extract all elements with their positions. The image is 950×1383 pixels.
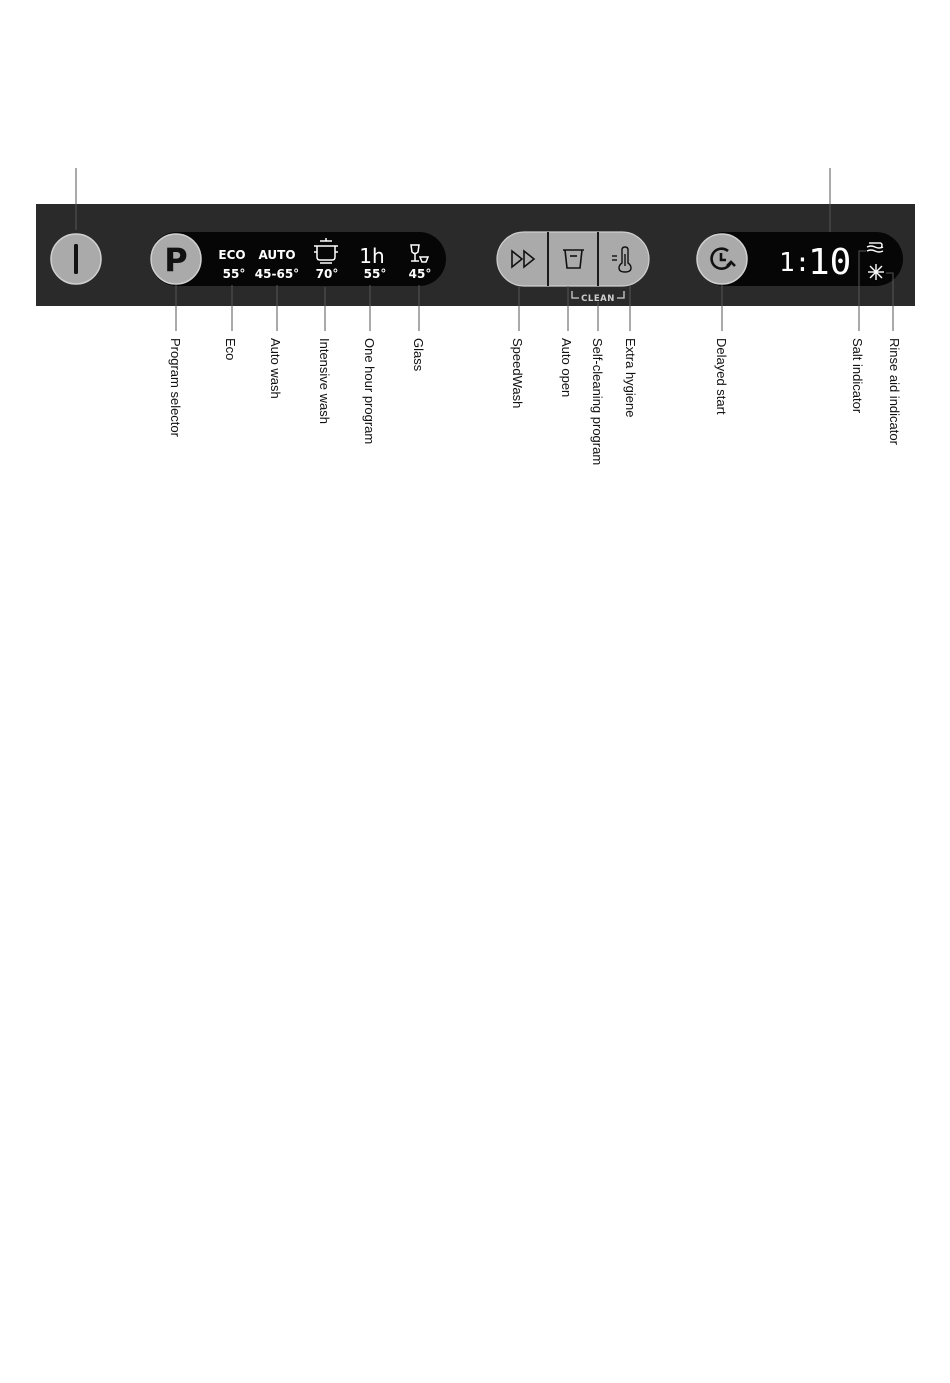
one-hour-name: 1h <box>359 244 385 268</box>
label-self-cleaning: Self-cleaning program <box>590 338 605 466</box>
auto-temp: 45-65° <box>254 267 300 281</box>
label-one-hour-program: One hour program <box>362 338 377 445</box>
label-extra-hygiene: Extra hygiene <box>623 338 638 418</box>
auto-name: AUTO <box>258 248 296 262</box>
label-intensive-wash: Intensive wash <box>317 338 332 424</box>
program-button-label: P <box>164 241 188 279</box>
label-auto-wash: Auto wash <box>268 338 283 399</box>
auto-open-button[interactable] <box>549 233 598 285</box>
display-left: 1: <box>779 248 811 278</box>
label-rinse-aid-indicator: Rinse aid indicator <box>887 338 902 445</box>
speedwash-button[interactable] <box>498 233 547 285</box>
eco-name: ECO <box>218 248 246 262</box>
delayed-start-button[interactable] <box>697 234 747 284</box>
label-speedwash: SpeedWash <box>510 338 525 409</box>
label-delayed-start: Delayed start <box>714 338 729 415</box>
label-eco: Eco <box>223 338 238 361</box>
label-auto-open: Auto open <box>559 338 574 398</box>
program-selector-button[interactable] <box>151 234 201 284</box>
intensive-temp: 70° <box>315 267 339 281</box>
glass-temp: 45° <box>408 267 432 281</box>
label-program-selector: Program selector <box>168 338 183 437</box>
extra-hygiene-button[interactable] <box>599 233 648 285</box>
label-salt-indicator: Salt indicator <box>850 338 865 414</box>
power-icon <box>74 244 78 274</box>
clean-label: CLEAN <box>581 294 615 304</box>
label-glass: Glass <box>411 338 426 372</box>
display-digits: 10 <box>808 242 852 283</box>
power-button[interactable] <box>51 234 101 284</box>
eco-temp: 55° <box>222 267 246 281</box>
rinse-aid-icon <box>868 264 884 280</box>
one-hour-temp: 55° <box>363 267 387 281</box>
